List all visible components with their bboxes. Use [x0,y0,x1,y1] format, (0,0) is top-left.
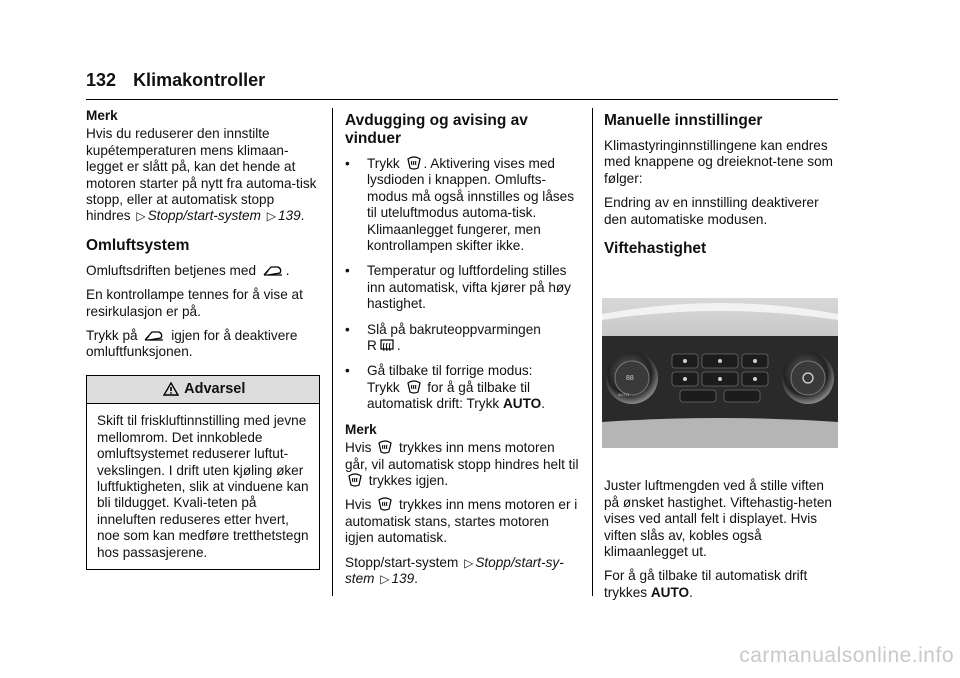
paragraph: En kontrollampe tennes for å vise at resirkulasjon er på. [86,287,303,319]
svg-text:88: 88 [626,375,634,383]
section-heading-defog: Avdugging og avising av vinduer [345,112,528,147]
climate-control-panel-photo [602,298,838,448]
watermark: carmanualsonline.info [739,644,954,667]
defrost-icon [406,156,422,171]
column-divider-2 [592,108,593,596]
xref-page[interactable]: 139 [277,208,301,224]
paragraph: Omluftsdriften betjenes med . [86,262,290,278]
warning-triangle-icon [163,382,179,396]
defrost-icon [347,473,363,488]
paragraph: Endring av en innstilling deaktiverer den automatiske modusen. [604,195,819,227]
page-number: 132 [86,70,117,90]
paragraph: Juster luftmengden ved å stille viften på ønsket hastighet. Viftehastig-heten vises ved antall felt i displayet. Hvis viften slås av, kobles også klimaanlegget ut. [604,478,832,560]
paragraph: Hvis trykkes inn mens motoren går, vil automatisk stopp hindres helt til trykkes igjen. [345,440,579,488]
page-header [86,70,277,91]
column-3 [604,108,840,609]
column-1 [86,108,320,570]
column-2 [345,108,581,595]
list-item: • Trykk . Aktivering vises med lysdioden i knappen. Omlufts-modus må også innstilles og låses til uteluftmodus automa-tisk. Klimaanlegget fungerer, men kontrollampen skifter ikke. [345,156,575,254]
note-label: Merk [86,108,118,123]
paragraph: Stopp/start-system ▷ Stopp/start-sy-stem ▷ 139. [345,554,564,586]
recirculation-icon [143,329,165,343]
warning-text: Skift til friskluftinnstilling med jevne mellomrom. Det innkoblede omluftsystemet reduserer luftut-vekslingen. I drift uten kjøling øker luftfuktigheten, slik at vinduene kan bli tildugget. Kvali-teten på inneluften reduseres etter hvert, noe som kan medføre tretthetstegn hos passasjerene. [97,413,309,560]
xref-arrow-icon: ▷ [136,209,146,224]
section-heading-recirculation: Omluftsystem [86,236,190,254]
photo-auto-label: AUTO [618,392,630,398]
column-divider-1 [332,108,333,596]
defrost-icon [377,497,393,512]
section-heading-fan-speed: Viftehastighet [604,240,707,258]
xref-page[interactable]: 139 [391,570,415,586]
rear-defrost-icon [379,338,395,353]
xref-link[interactable]: Stopp/start-system [147,208,261,224]
xref-link[interactable]: Stopp/start-sy-stem [345,554,564,586]
paragraph: Hvis trykkes inn mens motoren er i automatisk stans, startes motoren igjen automatisk. [345,497,578,546]
warning-box [86,375,320,570]
xref-arrow-icon: ▷ [380,571,390,586]
header-rule [86,99,838,100]
defrost-icon [406,380,422,395]
list-item: • Temperatur og luftfordeling stilles inn automatisk, vifta kjører på høy hastighet. [345,263,571,312]
paragraph: Trykk på igjen for å deaktivere omluftfunksjonen. [86,328,298,360]
defrost-icon [377,440,393,455]
paragraph: Klimastyringinnstillingene kan endres med knappene og dreieknot-tene som følger: [604,138,833,186]
recirculation-icon [262,264,284,278]
page-title: Klimakontroller [133,70,266,90]
warning-header: Advarsel [87,376,319,404]
list-item: • Slå på bakruteoppvarmingen R . [345,321,541,354]
section-heading-manual: Manuelle innstillinger [604,112,763,129]
paragraph: For å gå tilbake til automatisk drift trykkes AUTO. [604,568,808,600]
xref-arrow-icon: ▷ [464,555,474,570]
note-text: Hvis du reduserer den innstilte kupétemperaturen mens klimaan-legget er slått på, kan det hende at motoren starter på nytt fra automa-tisk stopp, eller at automatisk stopp hindres ▷ Stopp/start-system ▷ 139. [86,126,317,224]
note-label: Merk [345,421,377,437]
list-item: • Gå tilbake til forrige modus: Trykk for å gå tilbake til automatisk drift: Trykk AUTO. [345,363,546,412]
xref-arrow-icon: ▷ [266,209,276,224]
